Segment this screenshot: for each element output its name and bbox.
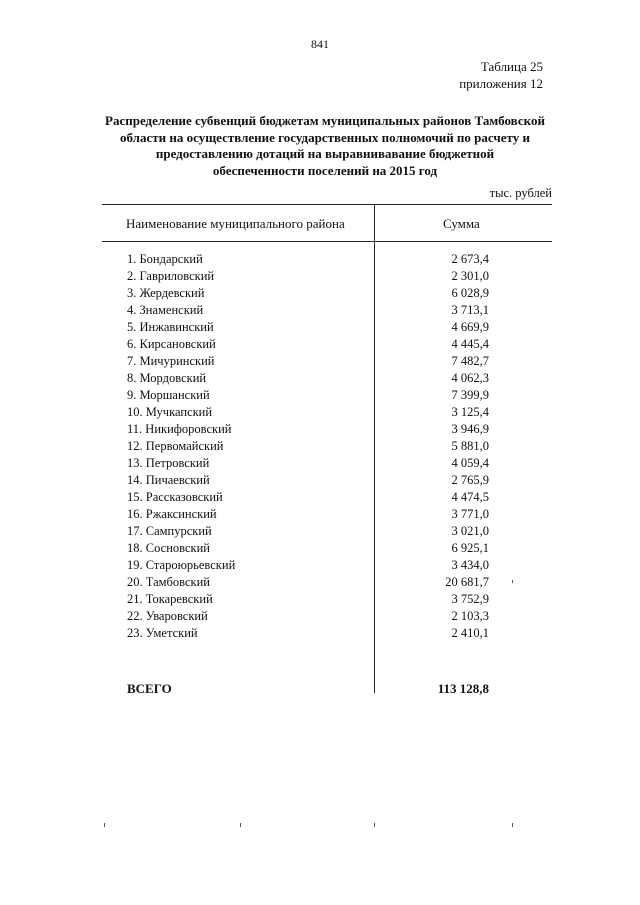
district-name: 4. Знаменский bbox=[127, 303, 204, 317]
district-sum: 2 103,3 bbox=[451, 609, 489, 623]
district-sum: 2 765,9 bbox=[451, 473, 489, 487]
table-row bbox=[0, 608, 640, 625]
district-name: 19. Староюрьевский bbox=[127, 558, 236, 572]
table-row bbox=[0, 421, 640, 438]
district-name: 7. Мичуринский bbox=[127, 354, 215, 368]
table-number: Таблица 25 bbox=[480, 59, 543, 74]
district-sum: 4 059,4 bbox=[451, 456, 489, 470]
table-row bbox=[0, 336, 640, 353]
table-row bbox=[0, 472, 640, 489]
table-row bbox=[0, 353, 640, 370]
district-name: 16. Ржаксинский bbox=[127, 507, 217, 521]
scan-speck bbox=[240, 823, 241, 827]
table-row bbox=[0, 285, 640, 302]
district-sum: 3 771,0 bbox=[451, 507, 489, 521]
district-name: 20. Тамбовский bbox=[127, 575, 210, 589]
table-row bbox=[0, 506, 640, 523]
table-header-border bbox=[102, 241, 552, 242]
district-name: 9. Моршанский bbox=[127, 388, 210, 402]
table-row bbox=[0, 557, 640, 574]
total-label: ВСЕГО bbox=[127, 681, 172, 696]
table-row bbox=[0, 540, 640, 557]
district-sum: 3 434,0 bbox=[451, 558, 489, 572]
district-name: 10. Мучкапский bbox=[127, 405, 213, 419]
district-name: 15. Рассказовский bbox=[127, 490, 223, 504]
table-row bbox=[0, 591, 640, 608]
title-line: области на осуществление государственных полномочий по расчету и bbox=[120, 129, 530, 145]
district-name: 6. Кирсановский bbox=[127, 337, 216, 351]
district-name: 3. Жердевский bbox=[127, 286, 205, 300]
district-sum: 6 028,9 bbox=[451, 286, 489, 300]
district-name: 21. Токаревский bbox=[127, 592, 213, 606]
table-reference bbox=[459, 58, 543, 92]
district-name: 13. Петровский bbox=[127, 456, 210, 470]
district-sum: 7 399,9 bbox=[451, 388, 489, 402]
district-sum: 2 673,4 bbox=[451, 252, 489, 266]
title-line: Распределение субвенций бюджетам муниципальных районов Тамбовской bbox=[105, 113, 545, 128]
units-label: тыс. рублей bbox=[489, 186, 552, 200]
district-sum: 4 474,5 bbox=[451, 490, 489, 504]
district-sum: 3 021,0 bbox=[451, 524, 489, 538]
district-sum: 4 445,4 bbox=[451, 337, 489, 351]
district-name: 5. Инжавинский bbox=[127, 320, 214, 334]
table-row bbox=[0, 370, 640, 387]
title-line: обеспеченности поселений на 2015 год bbox=[212, 162, 438, 178]
table-row bbox=[0, 438, 640, 455]
table-row bbox=[0, 625, 640, 642]
district-sum: 2 410,1 bbox=[451, 626, 489, 640]
column-header-sum: Сумма bbox=[443, 216, 480, 231]
table-row bbox=[0, 574, 640, 591]
table-row bbox=[0, 387, 640, 404]
table-body bbox=[0, 251, 640, 642]
district-sum: 20 681,7 bbox=[445, 575, 489, 589]
district-name: 12. Первомайский bbox=[127, 439, 224, 453]
district-name: 1. Бондарский bbox=[127, 252, 203, 266]
total-sum: 113 128,8 bbox=[437, 681, 489, 696]
district-name: 8. Мордовский bbox=[127, 371, 207, 385]
district-name: 22. Уваровский bbox=[127, 609, 208, 623]
district-name: 23. Уметский bbox=[127, 626, 198, 640]
scan-speck bbox=[512, 580, 513, 583]
table-row bbox=[0, 268, 640, 285]
district-sum: 3 713,1 bbox=[451, 303, 489, 317]
table-row bbox=[0, 302, 640, 319]
scan-speck bbox=[512, 823, 513, 827]
district-sum: 5 881,0 bbox=[451, 439, 489, 453]
district-name: 17. Сампурский bbox=[127, 524, 212, 538]
district-name: 18. Сосновский bbox=[127, 541, 210, 555]
appendix-number: приложения 12 bbox=[459, 76, 543, 91]
district-sum: 4 062,3 bbox=[451, 371, 489, 385]
table-row bbox=[0, 523, 640, 540]
district-sum: 4 669,9 bbox=[451, 320, 489, 334]
district-sum: 7 482,7 bbox=[451, 354, 489, 368]
page-number: 841 bbox=[311, 37, 329, 51]
table-row bbox=[0, 404, 640, 421]
district-sum: 3 946,9 bbox=[451, 422, 489, 436]
scan-speck bbox=[104, 823, 105, 827]
district-sum: 2 301,0 bbox=[451, 269, 489, 283]
district-sum: 3 125,4 bbox=[451, 405, 489, 419]
table-row bbox=[0, 455, 640, 472]
district-name: 11. Никифоровский bbox=[127, 422, 232, 436]
district-name: 14. Пичаевский bbox=[127, 473, 210, 487]
scan-speck bbox=[374, 823, 375, 827]
table-row bbox=[0, 251, 640, 268]
table-row bbox=[0, 489, 640, 506]
table-top-border bbox=[102, 204, 552, 205]
title-line: предоставлению дотаций на выравнивавание бюджетной bbox=[155, 146, 495, 161]
document-title bbox=[100, 113, 550, 179]
district-sum: 6 925,1 bbox=[451, 541, 489, 555]
district-sum: 3 752,9 bbox=[451, 592, 489, 606]
table-row bbox=[0, 319, 640, 336]
district-name: 2. Гавриловский bbox=[127, 269, 215, 283]
column-header-name: Наименование муниципального района bbox=[126, 216, 345, 231]
